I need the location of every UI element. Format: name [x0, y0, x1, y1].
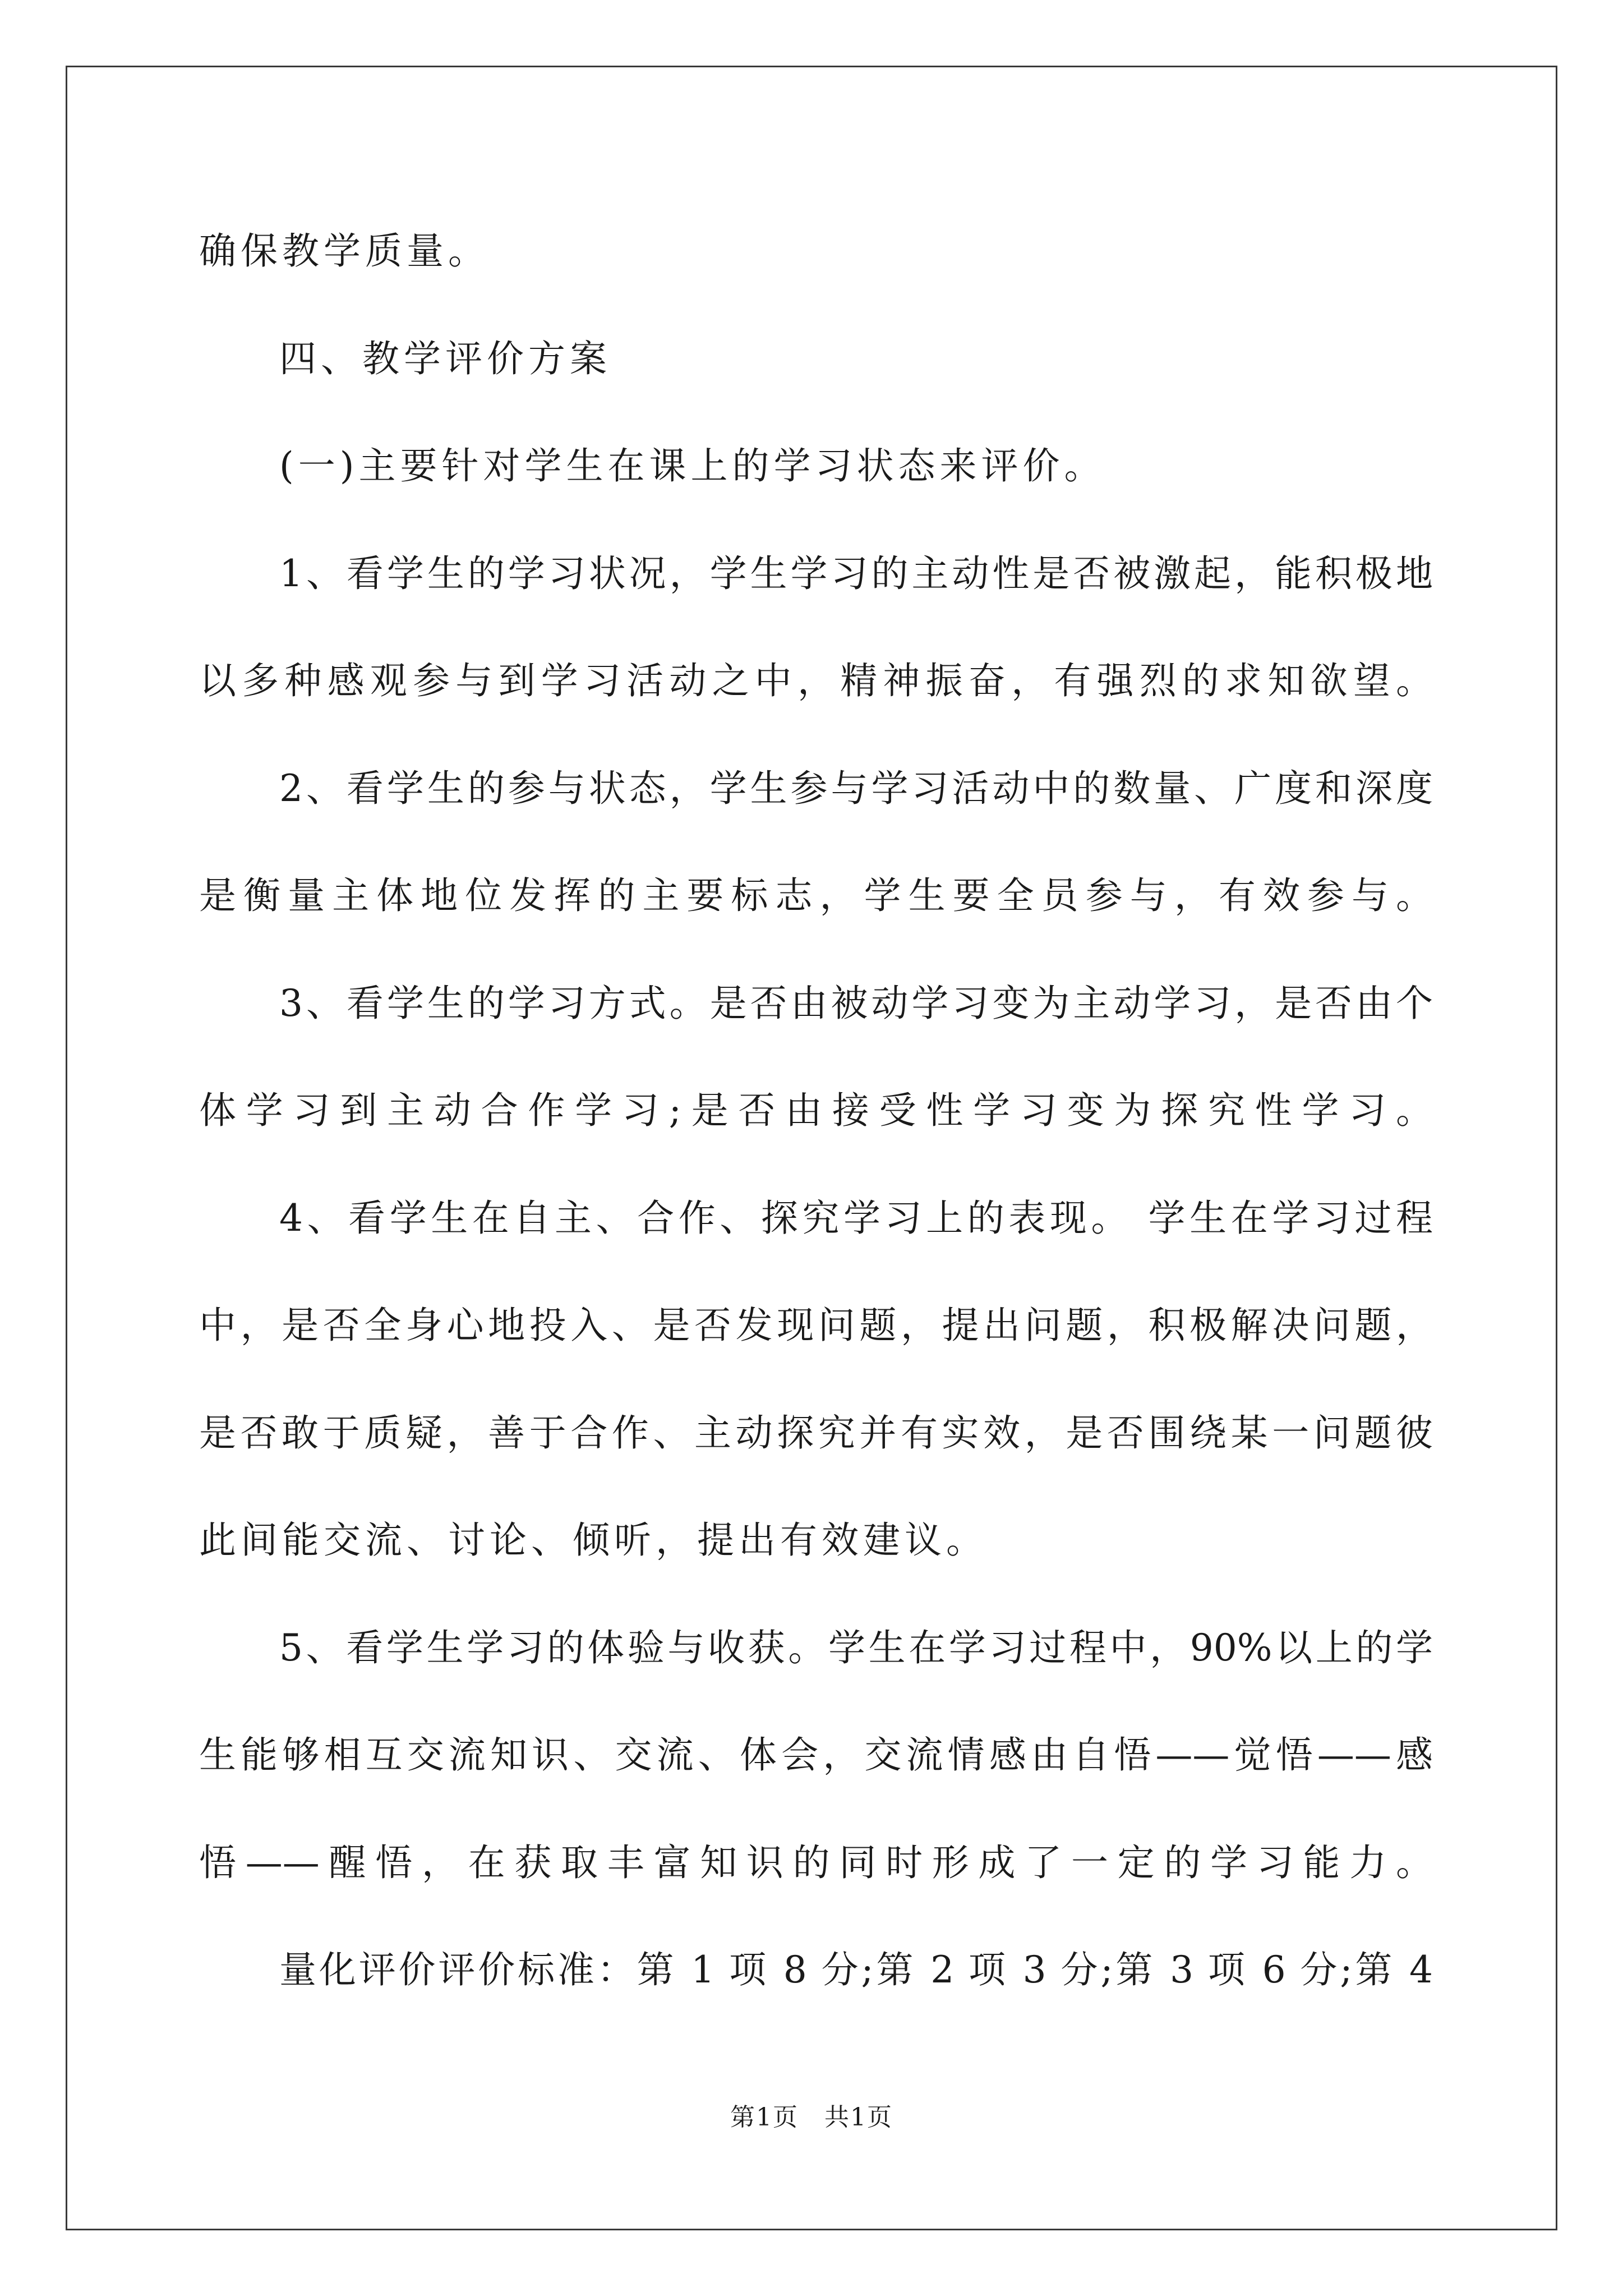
text-line: 3、看学生的学习方式。是否由被动学习变为主动学习，是否由个 [279, 981, 1433, 1025]
document-body [199, 218, 1433, 2044]
text-line: 1、看学生的学习状况，学生学习的主动性是否被激起，能积极地 [279, 551, 1433, 595]
text-line: 确保教学质量。 [199, 229, 490, 273]
text-line: 2、看学生的参与状态，学生参与学习活动中的数量、广度和深度 [279, 766, 1433, 810]
text-line: 量化评价评价标准：第 1 项 8 分;第 2 项 3 分;第 3 项 6 分;第 4 [279, 1948, 1433, 1991]
text-line: 以多种感观参与到学习活动之中，精神振奋，有强烈的求知欲望。 [199, 659, 1433, 702]
text-line: 是否敢于质疑，善于合作、主动探究并有实效，是否围绕某一问题彼 [199, 1411, 1433, 1455]
text-line: 是衡量主体地位发挥的主要标志，学生要全员参与，有效参与。 [199, 874, 1433, 917]
page-number-footer: 第1页 共1页 [730, 2103, 893, 2132]
subsection-heading: (一)主要针对学生在课上的学习状态来评价。 [279, 444, 1106, 487]
text-line: 体学习到主动合作学习;是否由接受性学习变为探究性学习。 [199, 1089, 1433, 1132]
text-line: 悟——醒悟，在获取丰富知识的同时形成了一定的学习能力。 [199, 1841, 1433, 1884]
text-line: 5、看学生学习的体验与收获。学生在学习过程中，90%以上的学 [279, 1626, 1433, 1669]
text-line: 此间能交流、讨论、倾听，提出有效建议。 [199, 1519, 988, 1562]
text-line: 4、看学生在自主、合作、探究学习上的表现。 学生在学习过程 [279, 1196, 1433, 1240]
text-line: 生能够相互交流知识、交流、体会，交流情感由自悟——觉悟——感 [199, 1733, 1433, 1777]
section-heading: 四、教学评价方案 [279, 337, 611, 380]
text-line: 中，是否全身心地投入、是否发现问题，提出问题，积极解决问题， [199, 1304, 1433, 1347]
